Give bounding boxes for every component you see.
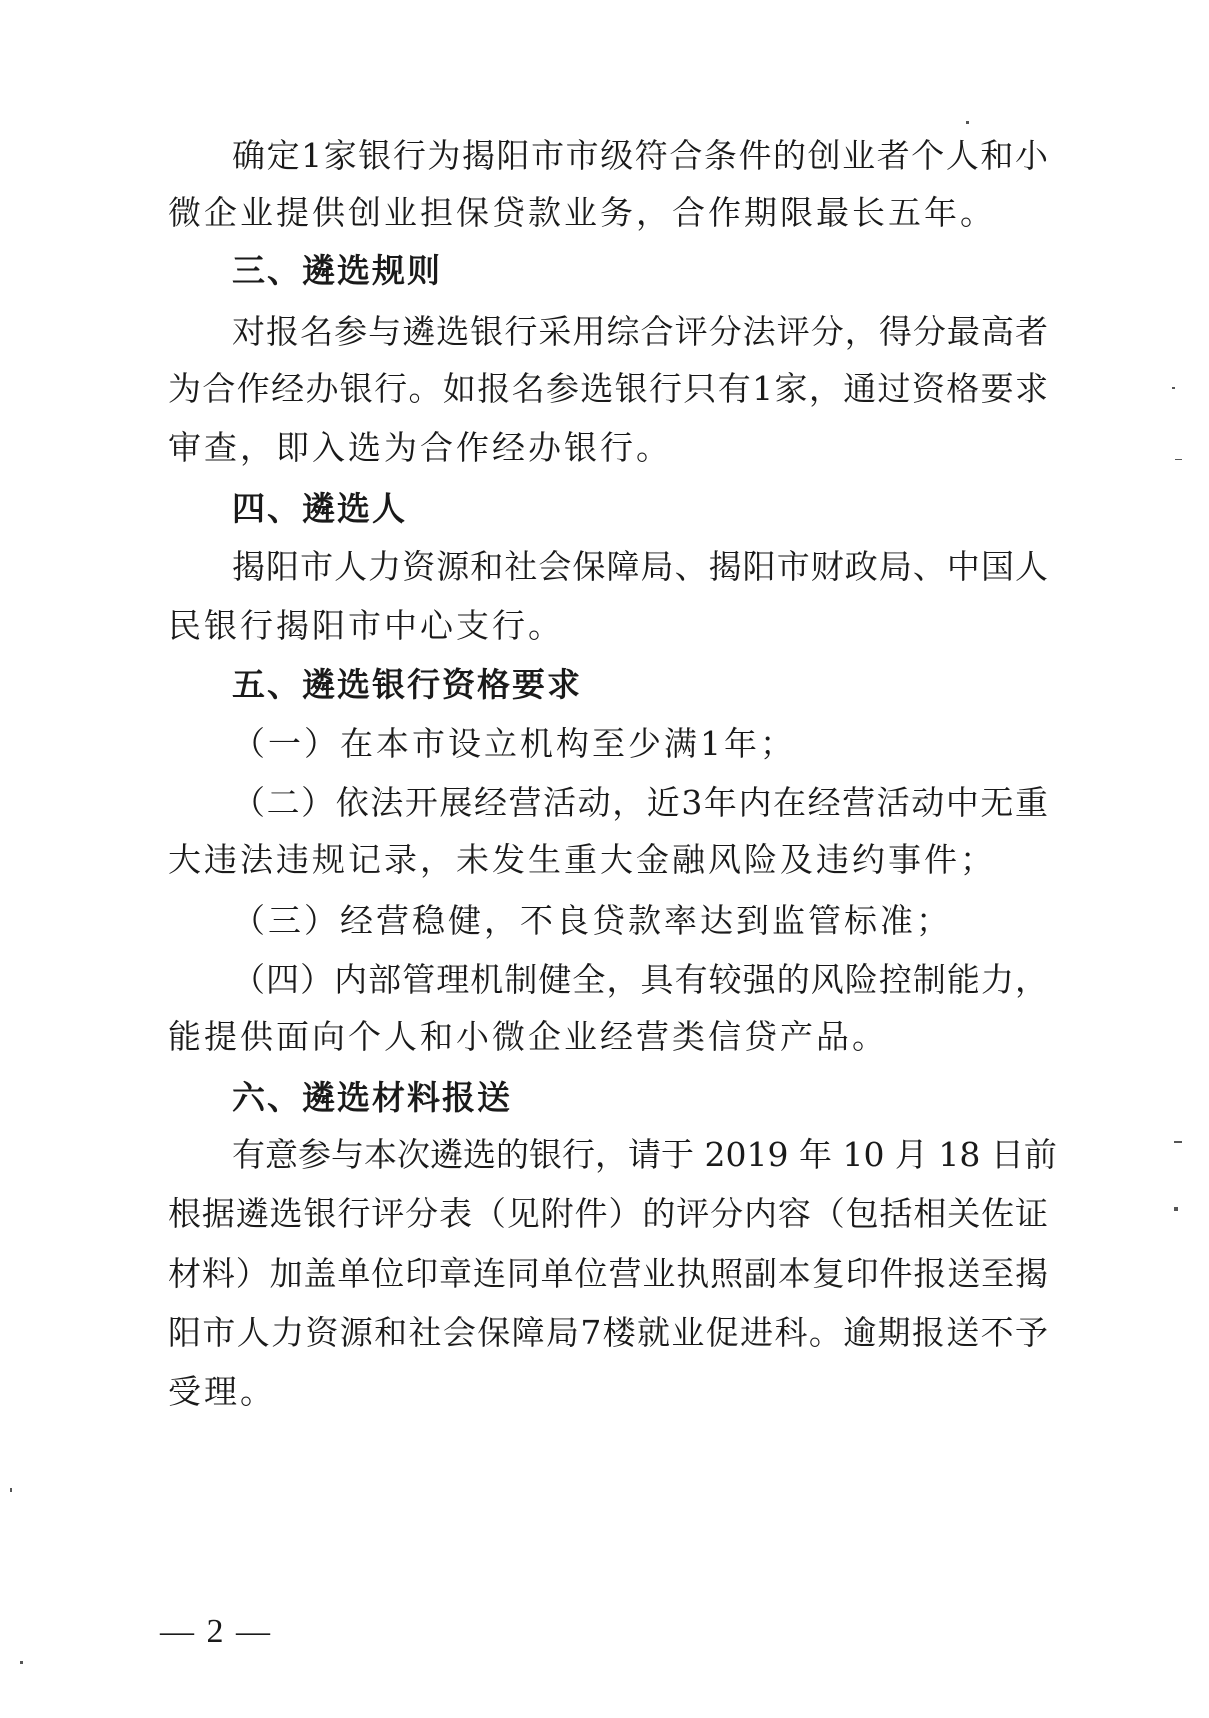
paragraph-line: 为合作经办银行。如报名参选银行只有1家，通过资格要求 xyxy=(168,369,1048,408)
paragraph-line: 对报名参与遴选银行采用综合评分法评分，得分最高者 xyxy=(232,312,1048,351)
paragraph-line: 根据遴选银行评分表（见附件）的评分内容（包括相关佐证 xyxy=(168,1194,1048,1233)
list-item: （四）内部管理机制健全，具有较强的风险控制能力， xyxy=(232,960,1048,999)
scan-speck xyxy=(1175,459,1182,460)
list-item: （三）经营稳健，不良贷款率达到监管标准； xyxy=(232,901,952,940)
list-item: （一）在本市设立机构至少满1年； xyxy=(232,724,796,763)
paragraph-line: 民银行揭阳市中心支行。 xyxy=(168,606,564,645)
scan-speck xyxy=(10,1488,12,1492)
paragraph-line: 审查，即入选为合作经办银行。 xyxy=(168,428,672,467)
paragraph-line: 能提供面向个人和小微企业经营类信贷产品。 xyxy=(168,1017,888,1056)
list-item: （二）依法开展经营活动，近3年内在经营活动中无重 xyxy=(232,783,1048,822)
paragraph-line: 揭阳市人力资源和社会保障局、揭阳市财政局、中国人 xyxy=(232,547,1048,586)
scan-speck xyxy=(966,121,969,124)
scan-speck xyxy=(1172,387,1175,389)
paragraph-line: 确定1家银行为揭阳市市级符合条件的创业者个人和小 xyxy=(232,136,1048,175)
page-number: — 2 — xyxy=(160,1613,272,1650)
paragraph-line: 受理。 xyxy=(168,1372,276,1411)
scan-speck xyxy=(1174,1141,1182,1143)
scan-speck xyxy=(1174,1207,1178,1211)
section-heading: 四、遴选人 xyxy=(232,489,407,528)
paragraph-line: 微企业提供创业担保贷款业务，合作期限最长五年。 xyxy=(168,193,996,232)
paragraph-line: 阳市人力资源和社会保障局7楼就业促进科。逾期报送不予 xyxy=(168,1313,1048,1352)
section-heading: 六、遴选材料报送 xyxy=(232,1078,512,1117)
paragraph-line: 有意参与本次遴选的银行，请于 2019 年 10 月 18 日前 xyxy=(232,1135,1057,1174)
section-heading: 三、遴选规则 xyxy=(232,251,442,290)
section-heading: 五、遴选银行资格要求 xyxy=(232,665,582,704)
scan-speck xyxy=(20,1661,23,1664)
paragraph-line: 大违法违规记录，未发生重大金融风险及违约事件； xyxy=(168,840,996,879)
paragraph-line: 材料）加盖单位印章连同单位营业执照副本复印件报送至揭 xyxy=(168,1254,1048,1293)
